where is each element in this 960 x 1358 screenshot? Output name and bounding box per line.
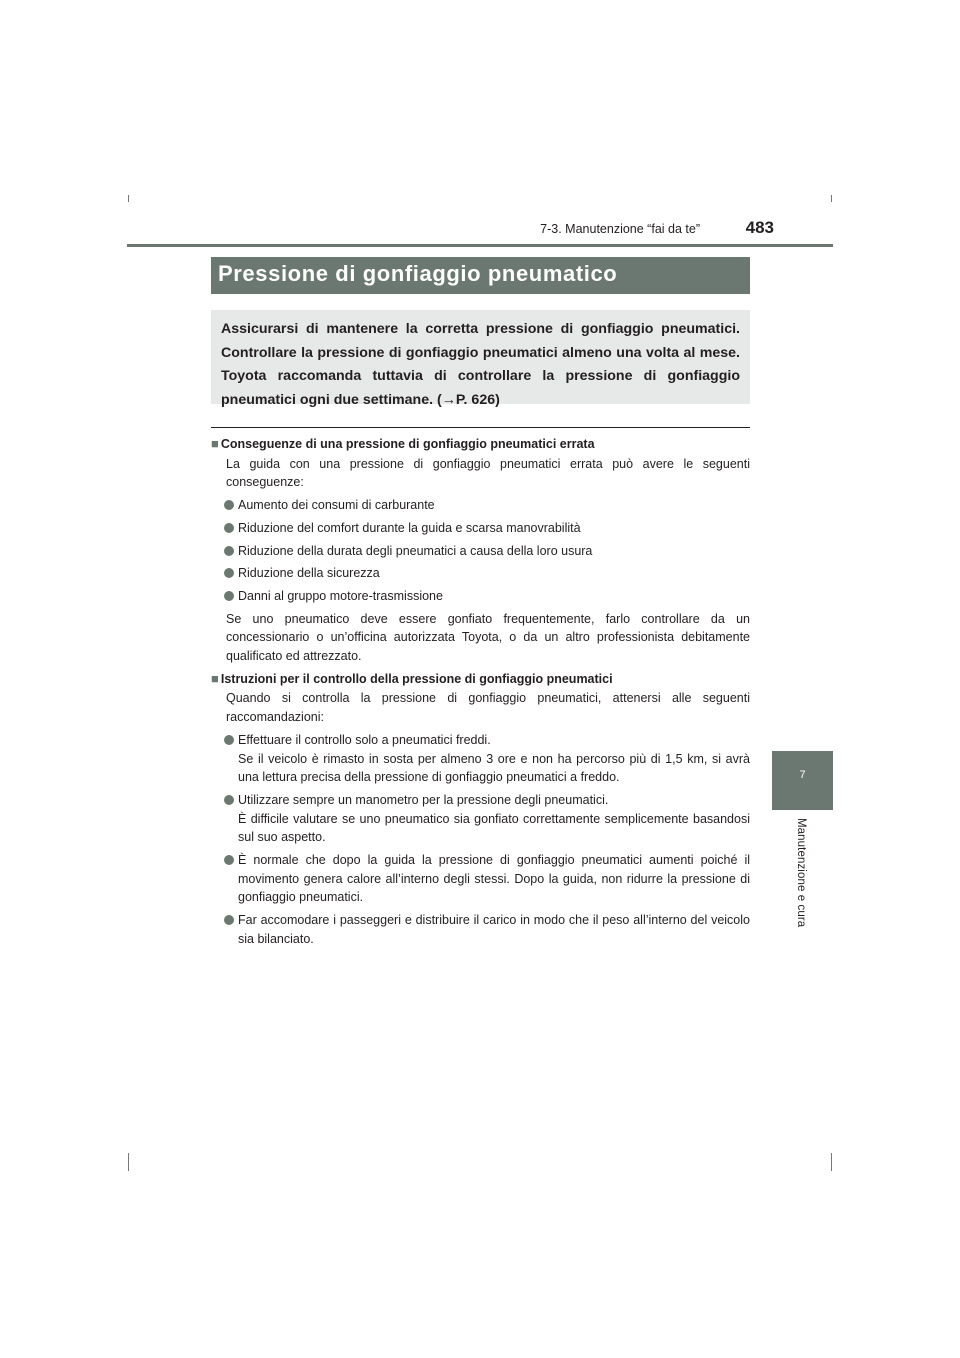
crop-mark-bottom-left (128, 1153, 129, 1171)
header-rule (127, 244, 833, 247)
list-item: Riduzione della durata degli pneumatici a causa della loro usura (238, 542, 750, 561)
chapter-number: 7 (799, 769, 806, 781)
bullet-dot-icon (224, 568, 234, 578)
bullet-dot-icon (224, 546, 234, 556)
list-item: Riduzione del comfort durante la guida e scarsa manovrabilità (238, 519, 750, 538)
section-heading: Istruzioni per il controllo della pressione di gonfiaggio pneumatici (220, 671, 613, 686)
square-bullet-icon: ■ (211, 436, 219, 451)
list-item: Utilizzare sempre un manometro per la pressione degli pneumatici. È difficile valutare se uno pneumatico sia gonfiato correttamente semplicemente basandosi sul suo aspetto. (238, 791, 750, 847)
section-heading: Conseguenze di una pressione di gonfiaggio pneumatici errata (220, 437, 595, 451)
section-divider (211, 427, 750, 428)
section-lead: Quando si controlla la pressione di gonfiaggio pneumatici, attenersi alle seguenti raccomandazioni: (226, 691, 750, 725)
square-bullet-icon: ■ (211, 670, 219, 686)
chapter-tab (772, 751, 833, 810)
page-number: 483 (745, 218, 774, 237)
section-consequences (211, 435, 750, 666)
intro-text: Assicurarsi di mantenere la corretta pressione di gonfiaggio pneumatici. Controllare la pressione di gonfiaggio pneumatici almeno una volta al mese. Toyota raccomanda tuttavia di controllare la pressione di gonfiaggio pneumatici ogni due settimane. (→P. 626) (221, 321, 740, 408)
bullet-dot-icon (224, 855, 234, 865)
list-item: È normale che dopo la guida la pressione di gonfiaggio pneumatici aumenti poiché il movimento genera calore all’interno degli stessi. Dopo la guida, non ridurre la pressione di gonfiaggio pneumatici. (238, 851, 750, 907)
crop-mark-bottom-right (831, 1153, 832, 1171)
bullet-dot-icon (224, 915, 234, 925)
section-instructions (211, 670, 750, 949)
bullet-dot-icon (224, 523, 234, 533)
list-item: Far accomodare i passeggeri e distribuire il carico in modo che il peso all’interno del veicolo sia bilanciato. (238, 911, 750, 948)
bullet-dot-icon (224, 500, 234, 510)
page-title: Pressione di gonfiaggio pneumatico (211, 257, 750, 294)
section-lead: La guida con una pressione di gonfiaggio pneumatici errata può avere le seguenti conseguenze: (226, 456, 750, 490)
list-item: Riduzione della sicurezza (238, 564, 750, 583)
crop-mark-top-left (128, 195, 129, 202)
bullet-dot-icon (224, 735, 234, 745)
running-header-section: 7-3. Manutenzione “fai da te” (540, 222, 700, 236)
content-body (211, 435, 750, 953)
list-item: Effettuare il controllo solo a pneumatici freddi. Se il veicolo è rimasto in sosta per almeno 3 ore e non ha percorso più di 1,5 km, si avrà una lettura precisa della pressione di gonfiaggio pneumatici a freddo. (238, 731, 750, 787)
list-item: Aumento dei consumi di carburante (238, 496, 750, 515)
list-item: Danni al gruppo motore-trasmissione (238, 587, 750, 606)
intro-box (211, 310, 750, 408)
bullet-dot-icon (224, 795, 234, 805)
section-note: Se uno pneumatico deve essere gonfiato frequentemente, farlo controllare da un concessionario o un’officina autorizzata Toyota, o da un altro professionista debitamente qualificato ed attrezzato. (226, 611, 750, 664)
crop-mark-top-right (831, 195, 832, 202)
chapter-label: Manutenzione e cura (795, 818, 807, 928)
bullet-dot-icon (224, 591, 234, 601)
